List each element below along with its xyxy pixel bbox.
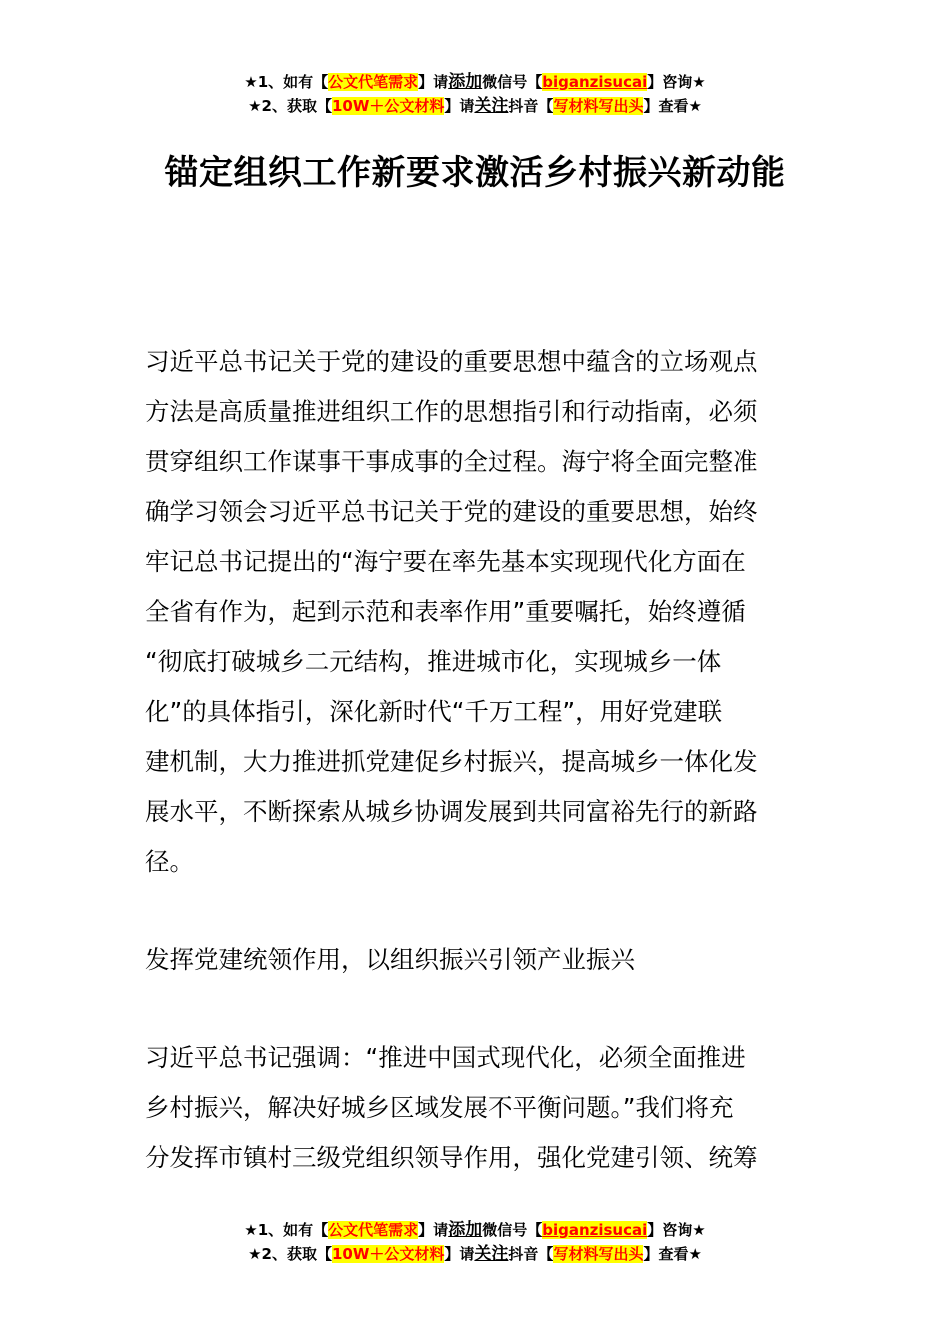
text-line: 径。 <box>145 847 194 876</box>
banner-emphasis: 添加 <box>448 72 483 92</box>
text-line: 建机制，大力推进抓党建促乡村振兴，提高城乡一体化发 <box>145 747 758 776</box>
footer-banner <box>0 1218 950 1266</box>
text-line: 化”的具体指引，深化新时代“千万工程”，用好党建联 <box>145 697 723 726</box>
banner-text: 】请 <box>444 1245 475 1263</box>
banner-text: ★2、获取【 <box>248 1245 332 1263</box>
banner-text: 抖音【 <box>508 1245 554 1263</box>
section-heading <box>145 935 810 985</box>
banner-text: 】咨询★ <box>647 73 706 91</box>
text-line: “彻底打破城乡二元结构，推进城市化，实现城乡一体 <box>145 647 722 676</box>
douyin-account: 写材料写出头 <box>553 1245 644 1263</box>
text-line: 牢记总书记提出的“海宁要在率先基本实现现代化方面在 <box>145 547 746 576</box>
text-line: 乡村振兴，解决好城乡区域发展不平衡问题。”我们将充 <box>145 1093 734 1122</box>
banner-line-1 <box>0 70 950 94</box>
text-line: 确学习领会习近平总书记关于党的建设的重要思想，始终 <box>145 497 758 526</box>
paragraph-intro <box>145 337 810 887</box>
paragraph-section-1 <box>145 1033 810 1183</box>
heading-line: 发挥党建统领作用，以组织振兴引领产业振兴 <box>145 945 635 974</box>
banner-text: 】咨询★ <box>647 1221 706 1239</box>
banner-text: 微信号【 <box>482 73 543 91</box>
highlight-materials: 10W＋公文材料 <box>331 97 445 115</box>
banner-text: ★1、如有【 <box>244 1221 329 1239</box>
text-line: 全省有作为，起到示范和表率作用”重要嘱托，始终遵循 <box>145 597 746 626</box>
banner-text: 抖音【 <box>508 97 554 115</box>
wechat-id: biganzisucai <box>542 1221 648 1239</box>
document-title: 锚定组织工作新要求激活乡村振兴新动能 <box>164 153 786 193</box>
banner-emphasis: 关注 <box>474 1244 509 1264</box>
banner-text: ★2、获取【 <box>248 97 332 115</box>
banner-emphasis: 关注 <box>474 96 509 116</box>
text-line: 习近平总书记关于党的建设的重要思想中蕴含的立场观点 <box>145 347 758 376</box>
banner-text: 】查看★ <box>643 97 702 115</box>
banner-line-1 <box>0 1218 950 1242</box>
banner-text: 】请 <box>444 97 475 115</box>
text-line: 方法是高质量推进组织工作的思想指引和行动指南，必须 <box>145 397 758 426</box>
banner-text: 微信号【 <box>482 1221 543 1239</box>
text-line: 贯穿组织工作谋事干事成事的全过程。海宁将全面完整准 <box>145 447 758 476</box>
banner-line-2 <box>0 94 950 118</box>
text-line: 分发挥市镇村三级党组织领导作用，强化党建引领、统筹 <box>145 1143 758 1172</box>
wechat-id: biganzisucai <box>542 73 648 91</box>
highlight-writing-service: 公文代笔需求 <box>328 1221 419 1239</box>
text-line: 习近平总书记强调：“推进中国式现代化，必须全面推进 <box>145 1043 746 1072</box>
banner-text: ★1、如有【 <box>244 73 329 91</box>
banner-text: 】查看★ <box>643 1245 702 1263</box>
text-line: 展水平，不断探索从城乡协调发展到共同富裕先行的新路 <box>145 797 758 826</box>
header-banner <box>0 70 950 118</box>
highlight-writing-service: 公文代笔需求 <box>328 73 419 91</box>
banner-text: 】请 <box>418 73 449 91</box>
highlight-materials: 10W＋公文材料 <box>331 1245 445 1263</box>
douyin-account: 写材料写出头 <box>553 97 644 115</box>
banner-line-2 <box>0 1242 950 1266</box>
banner-text: 】请 <box>418 1221 449 1239</box>
banner-emphasis: 添加 <box>448 1220 483 1240</box>
